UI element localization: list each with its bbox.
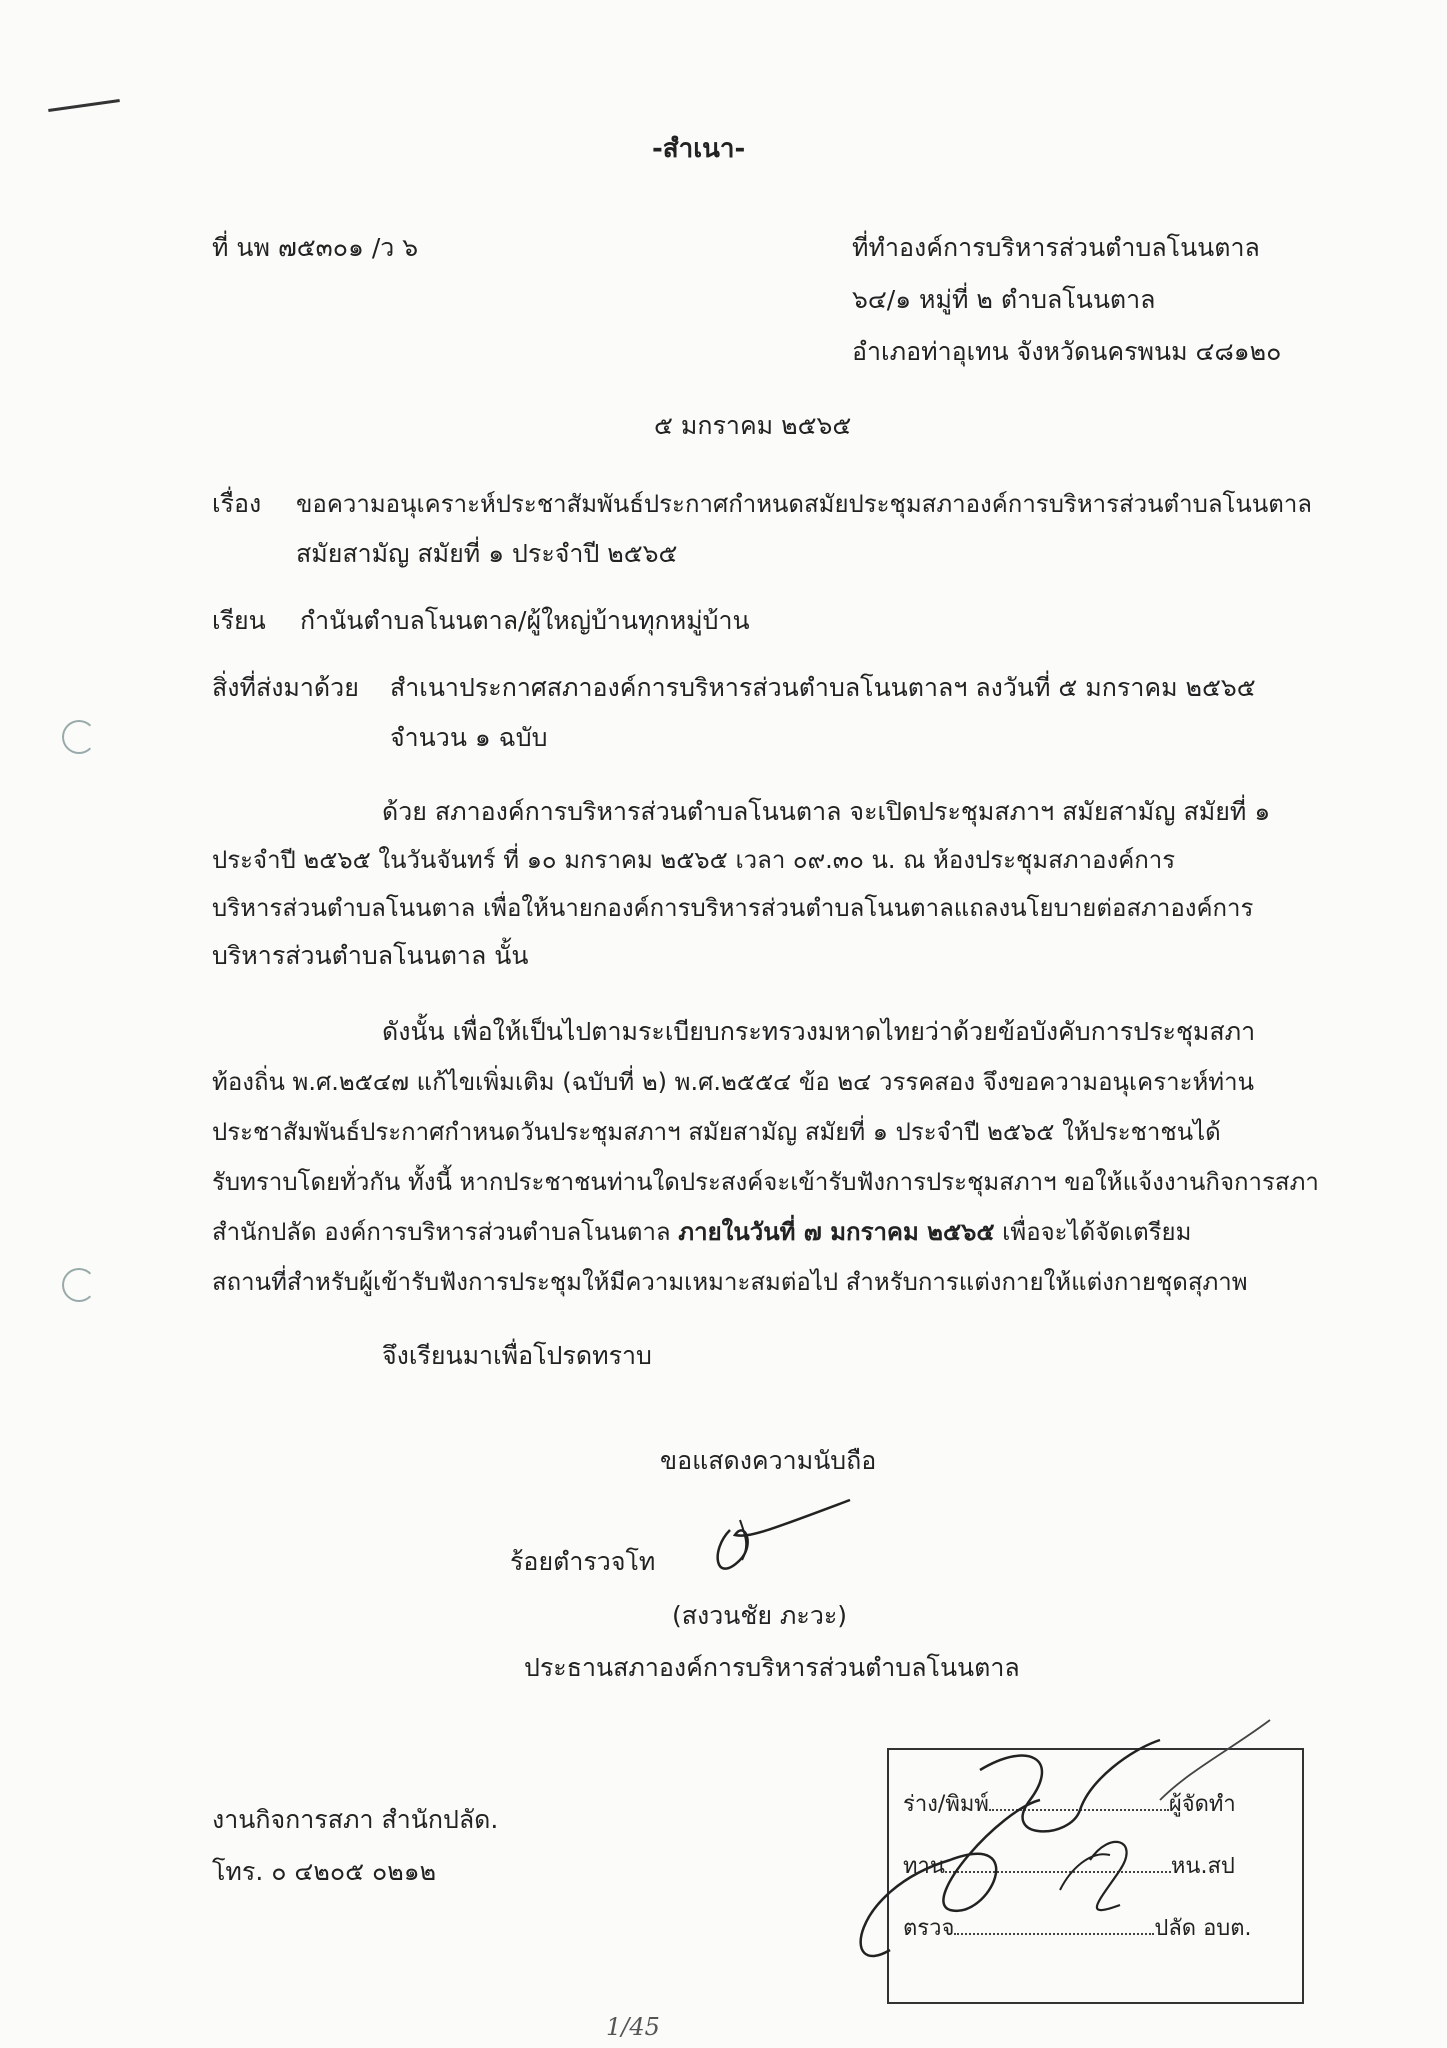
closing-line: จึงเรียนมาเพื่อโปรดทราบ	[382, 1341, 652, 1370]
punch-hole-top	[62, 720, 96, 754]
attachment-line1: สำเนาประกาศสภาองค์การบริหารส่วนตำบลโนนตาลฯ ลงวันที่ ๕ มกราคม ๒๕๖๕	[390, 673, 1256, 702]
approval-row-drafter: ร่าง/พิมพ์ ผู้จัดทำ	[903, 1792, 1236, 1817]
deadline-text: ภายในวันที่ ๗ มกราคม ๒๕๖๕	[678, 1218, 995, 1246]
subject-line1: ขอความอนุเคราะห์ประชาสัมพันธ์ประกาศกำหนดสมัยประชุมสภาองค์การบริหารส่วนตำบลโนนตาล	[296, 490, 1313, 518]
attachment-line2: จำนวน ๑ ฉบับ	[390, 723, 548, 752]
paragraph2-line5-a: สำนักปลัด องค์การบริหารส่วนตำบลโนนตาล	[212, 1218, 679, 1246]
letter-date: ๕ มกราคม ๒๕๖๕	[654, 411, 852, 440]
paragraph2-line5	[212, 1215, 1191, 1249]
subject-label: เรื่อง	[212, 489, 262, 518]
sender-address-line3: อำเภอท่าอุเทน จังหวัดนครพนม ๔๘๑๒๐	[852, 337, 1282, 366]
sender-address-line2: ๖๔/๑ หมู่ที่ ๒ ตำบลโนนตาล	[852, 285, 1156, 314]
approval-initials	[830, 1690, 1290, 1990]
copy-mark: -สำเนา-	[652, 134, 746, 164]
regards-line: ขอแสดงความนับถือ	[660, 1446, 877, 1475]
recipient-value: กำนันตำบลโนนตาล/ผู้ใหญ่บ้านทุกหมู่บ้าน	[300, 606, 750, 635]
footer-unit: งานกิจการสภา สำนักปลัด.	[212, 1805, 499, 1834]
approval-row-reviewer: ทาน หน.สป	[903, 1854, 1235, 1879]
paragraph1-line2: ประจำปี ๒๕๖๕ ในวันจันทร์ ที่ ๑๐ มกราคม ๒๕๖๕ เวลา ๐๙.๓๐ น. ณ ห้องประชุมสภาองค์การ	[212, 846, 1176, 874]
signer-position: ประธานสภาองค์การบริหารส่วนตำบลโนนตาล	[524, 1653, 1020, 1682]
approval-row-checker: ตรวจ ปลัด อบต.	[903, 1916, 1252, 1941]
paragraph2-line2: ท้องถิ่น พ.ศ.๒๕๔๗ แก้ไขเพิ่มเติม (ฉบับที่ ๒) พ.ศ.๒๕๕๔ ข้อ ๒๔ วรรคสอง จึงขอความอนุเคราะห์ท่าน	[212, 1068, 1254, 1096]
paragraph2-line4: รับทราบโดยทั่วกัน ทั้งนี้ หากประชาชนท่านใดประสงค์จะเข้ารับฟังการประชุมสภาฯ ขอให้แจ้งงานกิจการสภา	[212, 1168, 1319, 1196]
recipient-label: เรียน	[212, 606, 266, 635]
paragraph1-line1: ด้วย สภาองค์การบริหารส่วนตำบลโนนตาล จะเปิดประชุมสภาฯ สมัยสามัญ สมัยที่ ๑	[382, 797, 1271, 826]
reference-number: ที่ นพ ๗๕๓๐๑ /ว ๖	[212, 233, 419, 262]
signer-name: (สงวนชัย ภะวะ)	[672, 1601, 848, 1630]
sender-address-line1: ที่ทำองค์การบริหารส่วนตำบลโนนตาล	[852, 233, 1260, 262]
attachment-label: สิ่งที่ส่งมาด้วย	[212, 673, 359, 702]
paragraph1-line3: บริหารส่วนตำบลโนนตาล เพื่อให้นายกองค์การบริหารส่วนตำบลโนนตาลแถลงนโยบายต่อสภาองค์การ	[212, 894, 1254, 922]
paragraph2-line3: ประชาสัมพันธ์ประกาศกำหนดวันประชุมสภาฯ สมัยสามัญ สมัยที่ ๑ ประจำปี ๒๕๖๕ ให้ประชาชนได้	[212, 1118, 1221, 1146]
page-number: 1/45	[606, 2013, 660, 2041]
signature	[700, 1490, 860, 1590]
footer-phone: โทร. ๐ ๔๒๐๕ ๐๒๑๒	[212, 1857, 437, 1886]
paragraph2-line1: ดังนั้น เพื่อให้เป็นไปตามระเบียบกระทรวงมหาดไทยว่าด้วยข้อบังคับการประชุมสภา	[382, 1017, 1256, 1046]
paragraph1-line4: บริหารส่วนตำบลโนนตาล นั้น	[212, 941, 529, 970]
signer-rank: ร้อยตำรวจโท	[510, 1547, 656, 1576]
punch-hole-bottom	[62, 1268, 96, 1302]
paragraph2-line6: สถานที่สำหรับผู้เข้ารับฟังการประชุมให้มีความเหมาะสมต่อไป สำหรับการแต่งกายให้แต่งกายชุดสุภาพ	[212, 1268, 1248, 1296]
paragraph2-line5-c: เพื่อจะได้จัดเตรียม	[994, 1218, 1192, 1246]
subject-line2: สมัยสามัญ สมัยที่ ๑ ประจำปี ๒๕๖๕	[296, 539, 678, 568]
scan-stroke	[48, 99, 120, 112]
